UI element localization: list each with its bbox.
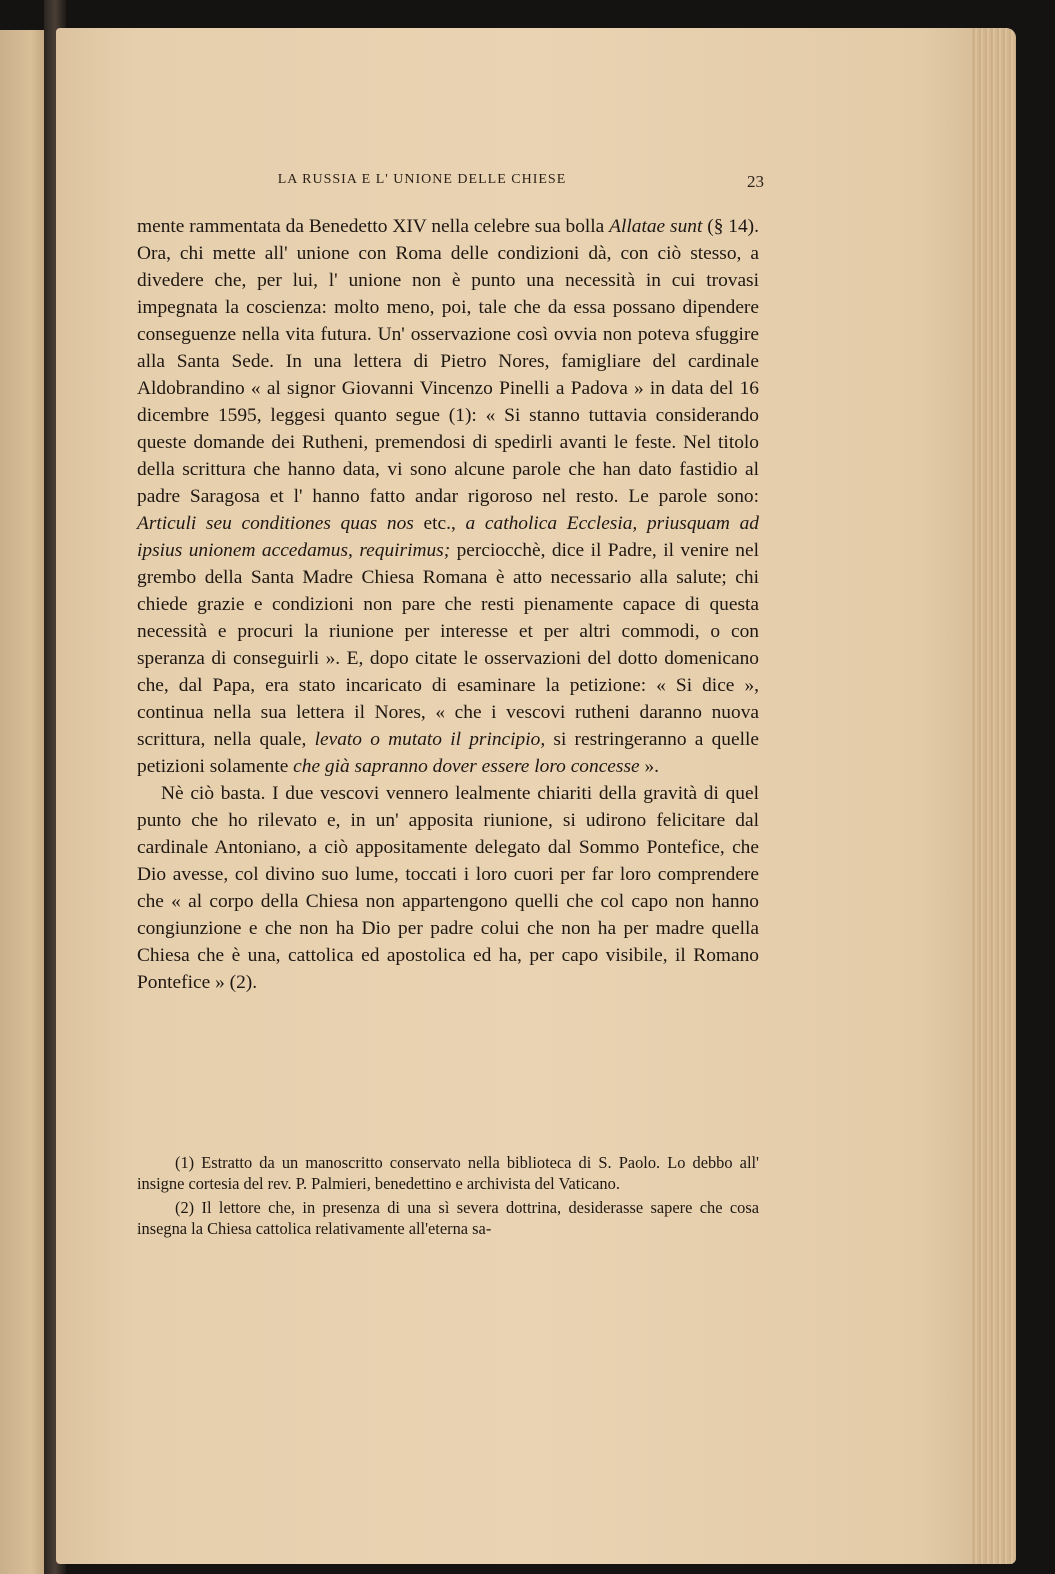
page-header: [222, 172, 764, 198]
page-edges: [972, 28, 1016, 1564]
footnote-1: (1) Estratto da un manoscritto conservato nella biblioteca di S. Paolo. Lo debbo all' insigne cortesia del rev. P. Palmieri, benedettino e archivista del Vaticano.: [137, 1153, 759, 1193]
italic-run: a catholica Ecclesia, priusquam ad ipsius unionem accedamus, requirimus;: [137, 513, 760, 561]
paragraph-1: [137, 213, 759, 780]
text-run: si restringeranno a quelle petizioni solamente: [137, 729, 759, 777]
page-number: 23: [747, 172, 764, 191]
paragraph-2: Nè ciò basta. I due vescovi vennero lealmente chiariti della gravità di quel punto che ho rilevato e, in un' apposita riunione, si udirono felicitare dal cardinale Antoniano, a ciò appositamente delegato dal Sommo Pontefice, che Dio avesse, col divino suo lume, toccati i loro cuori per far loro comprendere che « al corpo della Chiesa non appartengono quelli che col capo non hanno congiunzione e che non ha Dio per padre colui che non ha per madre quella Chiesa che è una, cattolica ed apostolica ed ha, per capo visibile, il Romano Pontefice » (2).: [137, 783, 759, 993]
main-text: [137, 213, 759, 996]
text-run: ».: [639, 756, 659, 777]
italic-run: Articuli seu conditiones quas nos: [137, 513, 414, 534]
italic-run: Allatae sunt: [609, 216, 703, 237]
text-run: perciocchè, dice il Padre, il venire nel grembo della Santa Madre Chiesa Romana è atto necessario alla salute; chi chiede grazie e condizioni non pare che resti pienamente capace di questa necessità e procuri la riunione per interesse et per altri commodi, o con speranza di conseguirli ». E, dopo citate le osservazioni del dotto domenicano che, dal Papa, era stato incaricato di esaminare la petizione: « Si dice », continua nella sua lettera il Nores, « che i vescovi rutheni daranno nuova scrittura, nella quale,: [137, 540, 759, 750]
text-run: etc.,: [413, 513, 466, 534]
text-run: mente rammentata da Benedetto XIV nella celebre sua bolla: [137, 216, 610, 237]
italic-run: che già sapranno dover essere loro concesse: [293, 756, 640, 777]
footnotes: [137, 1152, 759, 1239]
italic-run: levato o mutato il principio,: [314, 729, 546, 750]
running-title: LA RUSSIA E L' UNIONE DELLE CHIESE: [277, 172, 567, 187]
text-run: (§ 14). Ora, chi mette all' unione con Roma delle condizioni dà, con ciò stesso, a divedere che, per lui, l' unione non è punto una necessità in cui trovasi impegnata la coscienza: molto meno, poi, tale che da essa possano dipendere conseguenze nella vita futura. Un' osservazione così ovvia non poteva sfuggire alla Santa Sede. In una lettera di Pietro Nores, famigliare del cardinale Aldobrandino « al signor Giovanni Vincenzo Pinelli a Padova » in data del 16 dicembre 1595, leggesi quanto segue (1): « Si stanno tuttavia considerando queste domande dei Rutheni, premendosi di spedirli avanti le feste. Nel titolo della scrittura che hanno data, vi sono alcune parole che han dato fastidio al padre Saragosa et l' hanno fatto andar rigoroso nel resto. Le parole sono:: [137, 216, 759, 507]
footnote-2: (2) Il lettore che, in presenza di una sì severa dottrina, desiderasse sapere che cosa insegna la Chiesa cattolica relativamente all'eterna sa-: [137, 1198, 759, 1238]
